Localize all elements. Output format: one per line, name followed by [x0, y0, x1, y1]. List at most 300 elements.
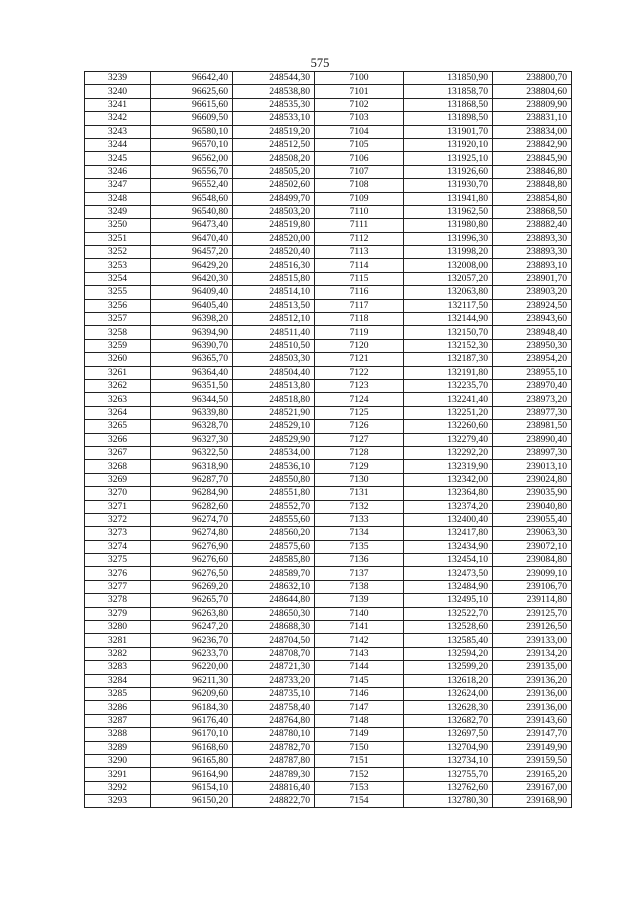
table-cell: 3247 [85, 179, 151, 192]
table-cell: 3289 [85, 741, 151, 754]
table-cell: 132624,00 [404, 687, 493, 700]
table-cell: 7150 [315, 741, 404, 754]
table-cell: 3256 [85, 299, 151, 312]
table-cell: 3255 [85, 286, 151, 299]
table-cell: 248508,20 [233, 152, 315, 165]
table-cell: 96269,20 [151, 580, 233, 593]
table-cell: 131898,50 [404, 112, 493, 125]
table-cell: 131926,60 [404, 165, 493, 178]
table-cell: 248535,30 [233, 98, 315, 111]
table-cell: 239106,70 [493, 580, 572, 593]
table-cell: 7125 [315, 406, 404, 419]
table-cell: 131930,70 [404, 179, 493, 192]
table-cell: 248512,50 [233, 138, 315, 151]
table-cell: 7132 [315, 500, 404, 513]
table-cell: 3251 [85, 232, 151, 245]
table-cell: 132528,60 [404, 621, 493, 634]
table-cell: 131962,50 [404, 205, 493, 218]
table-cell: 132599,20 [404, 661, 493, 674]
table-cell: 132762,60 [404, 781, 493, 794]
table-cell: 132150,70 [404, 326, 493, 339]
table-cell: 238842,90 [493, 138, 572, 151]
table-cell: 96570,10 [151, 138, 233, 151]
table-cell: 239072,10 [493, 540, 572, 553]
table-cell: 3261 [85, 366, 151, 379]
table-cell: 3286 [85, 701, 151, 714]
table-cell: 3259 [85, 339, 151, 352]
table-row [85, 379, 572, 392]
table-cell: 248589,70 [233, 567, 315, 580]
table-cell: 96318,90 [151, 460, 233, 473]
table-cell: 3278 [85, 594, 151, 607]
table-cell: 248505,20 [233, 165, 315, 178]
table-cell: 96457,20 [151, 246, 233, 259]
table-cell: 131998,20 [404, 246, 493, 259]
table-cell: 248503,30 [233, 353, 315, 366]
table-cell: 248764,80 [233, 714, 315, 727]
table-cell: 3248 [85, 192, 151, 205]
table-cell: 238973,20 [493, 393, 572, 406]
table-cell: 7153 [315, 781, 404, 794]
table-cell: 7143 [315, 647, 404, 660]
table-cell: 239099,10 [493, 567, 572, 580]
table-cell: 7134 [315, 527, 404, 540]
table-cell: 7130 [315, 473, 404, 486]
table-cell: 3267 [85, 446, 151, 459]
table-cell: 238903,20 [493, 286, 572, 299]
table-cell: 96556,70 [151, 165, 233, 178]
table-cell: 7120 [315, 339, 404, 352]
table-row [85, 366, 572, 379]
table-row [85, 406, 572, 419]
table-cell: 7121 [315, 353, 404, 366]
table-cell: 248503,20 [233, 205, 315, 218]
table-cell: 248544,30 [233, 72, 315, 85]
table-row [85, 580, 572, 593]
table-cell: 131925,10 [404, 152, 493, 165]
table-cell: 96211,30 [151, 674, 233, 687]
table-cell: 132618,20 [404, 674, 493, 687]
table-cell: 238800,70 [493, 72, 572, 85]
table-cell: 132628,30 [404, 701, 493, 714]
table-cell: 3291 [85, 768, 151, 781]
table-cell: 239063,30 [493, 527, 572, 540]
table-cell: 3241 [85, 98, 151, 111]
table-cell: 3279 [85, 607, 151, 620]
table-cell: 7152 [315, 768, 404, 781]
table-cell: 3276 [85, 567, 151, 580]
table-row [85, 741, 572, 754]
table-cell: 132473,50 [404, 567, 493, 580]
table-cell: 238846,80 [493, 165, 572, 178]
table-cell: 248504,40 [233, 366, 315, 379]
table-cell: 248512,10 [233, 313, 315, 326]
table-cell: 7103 [315, 112, 404, 125]
table-cell: 132594,20 [404, 647, 493, 660]
table-cell: 96473,40 [151, 219, 233, 232]
table-cell: 3253 [85, 259, 151, 272]
table-cell: 7133 [315, 513, 404, 526]
table-cell: 7139 [315, 594, 404, 607]
table-cell: 7122 [315, 366, 404, 379]
table-row [85, 272, 572, 285]
table-cell: 248518,80 [233, 393, 315, 406]
table-cell: 238943,60 [493, 313, 572, 326]
table-cell: 96284,90 [151, 487, 233, 500]
table-cell: 7116 [315, 286, 404, 299]
table-cell: 7145 [315, 674, 404, 687]
table-cell: 96282,60 [151, 500, 233, 513]
table-cell: 248511,40 [233, 326, 315, 339]
table-cell: 96170,10 [151, 728, 233, 741]
table-cell: 7117 [315, 299, 404, 312]
table-cell: 96168,60 [151, 741, 233, 754]
table-cell: 132780,30 [404, 795, 493, 808]
table-cell: 96233,70 [151, 647, 233, 660]
table-row [85, 232, 572, 245]
table-row [85, 299, 572, 312]
table-cell: 248529,90 [233, 433, 315, 446]
coordinates-table [84, 71, 572, 808]
table-row [85, 446, 572, 459]
table-cell: 239159,50 [493, 754, 572, 767]
table-cell: 239165,20 [493, 768, 572, 781]
table-cell: 3273 [85, 527, 151, 540]
table-cell: 7137 [315, 567, 404, 580]
table-cell: 132495,10 [404, 594, 493, 607]
table-cell: 96390,70 [151, 339, 233, 352]
table-cell: 3258 [85, 326, 151, 339]
table-cell: 3277 [85, 580, 151, 593]
table-cell: 238882,40 [493, 219, 572, 232]
table-row [85, 420, 572, 433]
table-cell: 131996,30 [404, 232, 493, 245]
table-cell: 239133,00 [493, 634, 572, 647]
table-cell: 248585,80 [233, 554, 315, 567]
table-cell: 131941,80 [404, 192, 493, 205]
table-row [85, 326, 572, 339]
table-cell: 132374,20 [404, 500, 493, 513]
table-row [85, 192, 572, 205]
table-cell: 96540,80 [151, 205, 233, 218]
table-cell: 238893,30 [493, 246, 572, 259]
table-cell: 7124 [315, 393, 404, 406]
table-row [85, 339, 572, 352]
table-cell: 7106 [315, 152, 404, 165]
table-cell: 132697,50 [404, 728, 493, 741]
table-cell: 3283 [85, 661, 151, 674]
table-cell: 96351,50 [151, 379, 233, 392]
table-cell: 3292 [85, 781, 151, 794]
table-cell: 248780,10 [233, 728, 315, 741]
table-row [85, 286, 572, 299]
table-row [85, 246, 572, 259]
table-cell: 132484,90 [404, 580, 493, 593]
table-row [85, 687, 572, 700]
table-cell: 7151 [315, 754, 404, 767]
table-cell: 3266 [85, 433, 151, 446]
table-cell: 248502,60 [233, 179, 315, 192]
table-cell: 248519,20 [233, 125, 315, 138]
table-cell: 238924,50 [493, 299, 572, 312]
table-cell: 96287,70 [151, 473, 233, 486]
table-cell: 248733,20 [233, 674, 315, 687]
table-cell: 248551,80 [233, 487, 315, 500]
table-cell: 132454,10 [404, 554, 493, 567]
table-cell: 132117,50 [404, 299, 493, 312]
table-cell: 96274,70 [151, 513, 233, 526]
table-cell: 7102 [315, 98, 404, 111]
table-cell: 3245 [85, 152, 151, 165]
table-cell: 248688,30 [233, 621, 315, 634]
table-cell: 248644,80 [233, 594, 315, 607]
table-cell: 248514,10 [233, 286, 315, 299]
table-cell: 132008,00 [404, 259, 493, 272]
table-cell: 3252 [85, 246, 151, 259]
table-cell: 248515,80 [233, 272, 315, 285]
table-cell: 248787,80 [233, 754, 315, 767]
table-cell: 239136,00 [493, 701, 572, 714]
table-cell: 132522,70 [404, 607, 493, 620]
table-cell: 248533,10 [233, 112, 315, 125]
table-cell: 238950,30 [493, 339, 572, 352]
table-cell: 7136 [315, 554, 404, 567]
table-row [85, 165, 572, 178]
table-cell: 239167,00 [493, 781, 572, 794]
table-cell: 132292,20 [404, 446, 493, 459]
table-cell: 239024,80 [493, 473, 572, 486]
table-cell: 96625,60 [151, 85, 233, 98]
table-cell: 7141 [315, 621, 404, 634]
table-cell: 96209,60 [151, 687, 233, 700]
table-row [85, 353, 572, 366]
table-cell: 239013,10 [493, 460, 572, 473]
table-row [85, 138, 572, 151]
table-cell: 132682,70 [404, 714, 493, 727]
table-cell: 239035,90 [493, 487, 572, 500]
table-cell: 132364,80 [404, 487, 493, 500]
table-cell: 239149,90 [493, 741, 572, 754]
table-cell: 238955,10 [493, 366, 572, 379]
table-cell: 238948,40 [493, 326, 572, 339]
table-cell: 3262 [85, 379, 151, 392]
table-row [85, 554, 572, 567]
table-cell: 96328,70 [151, 420, 233, 433]
table-cell: 3265 [85, 420, 151, 433]
table-cell: 248822,70 [233, 795, 315, 808]
table-cell: 3257 [85, 313, 151, 326]
table-cell: 3288 [85, 728, 151, 741]
table-cell: 248555,60 [233, 513, 315, 526]
table-cell: 96409,40 [151, 286, 233, 299]
table-cell: 3272 [85, 513, 151, 526]
table-cell: 132251,20 [404, 406, 493, 419]
table-row [85, 634, 572, 647]
table-cell: 248782,70 [233, 741, 315, 754]
table-cell: 239147,70 [493, 728, 572, 741]
table-cell: 96470,40 [151, 232, 233, 245]
table-cell: 96405,40 [151, 299, 233, 312]
table-cell: 7123 [315, 379, 404, 392]
table-cell: 7105 [315, 138, 404, 151]
table-row [85, 567, 572, 580]
table-cell: 248704,50 [233, 634, 315, 647]
table-cell: 132704,90 [404, 741, 493, 754]
table-cell: 7138 [315, 580, 404, 593]
table-cell: 7129 [315, 460, 404, 473]
table-cell: 3270 [85, 487, 151, 500]
table-cell: 7101 [315, 85, 404, 98]
table-cell: 96220,00 [151, 661, 233, 674]
table-cell: 248513,50 [233, 299, 315, 312]
table-cell: 96236,70 [151, 634, 233, 647]
table-cell: 238868,50 [493, 205, 572, 218]
table-cell: 96274,80 [151, 527, 233, 540]
table-cell: 96394,90 [151, 326, 233, 339]
table-cell: 96154,10 [151, 781, 233, 794]
table-cell: 96184,30 [151, 701, 233, 714]
table-cell: 96580,10 [151, 125, 233, 138]
table-cell: 248552,70 [233, 500, 315, 513]
table-cell: 7119 [315, 326, 404, 339]
table-cell: 248510,50 [233, 339, 315, 352]
table-cell: 96562,00 [151, 152, 233, 165]
table-cell: 3282 [85, 647, 151, 660]
table-row [85, 768, 572, 781]
table-cell: 96364,40 [151, 366, 233, 379]
table-cell: 7110 [315, 205, 404, 218]
table-cell: 248529,10 [233, 420, 315, 433]
table-cell: 238845,90 [493, 152, 572, 165]
table-row [85, 125, 572, 138]
table-row [85, 433, 572, 446]
table-cell: 132734,10 [404, 754, 493, 767]
table-cell: 3263 [85, 393, 151, 406]
table-cell: 131858,70 [404, 85, 493, 98]
table-cell: 238997,30 [493, 446, 572, 459]
table-cell: 3268 [85, 460, 151, 473]
table-cell: 96263,80 [151, 607, 233, 620]
table-cell: 239135,00 [493, 661, 572, 674]
table-cell: 248521,90 [233, 406, 315, 419]
table-cell: 7142 [315, 634, 404, 647]
table-cell: 7149 [315, 728, 404, 741]
table-cell: 3243 [85, 125, 151, 138]
table-cell: 3293 [85, 795, 151, 808]
table-cell: 248735,10 [233, 687, 315, 700]
table-cell: 248519,80 [233, 219, 315, 232]
table-cell: 238981,50 [493, 420, 572, 433]
table-cell: 239168,90 [493, 795, 572, 808]
table-cell: 7144 [315, 661, 404, 674]
table-cell: 96150,20 [151, 795, 233, 808]
table-row [85, 259, 572, 272]
table-cell: 248575,60 [233, 540, 315, 553]
table-cell: 248516,30 [233, 259, 315, 272]
table-cell: 96344,50 [151, 393, 233, 406]
table-cell: 96165,80 [151, 754, 233, 767]
table-cell: 248538,80 [233, 85, 315, 98]
table-cell: 248632,10 [233, 580, 315, 593]
table-cell: 132319,90 [404, 460, 493, 473]
table-row [85, 98, 572, 111]
table-cell: 3246 [85, 165, 151, 178]
table-row [85, 179, 572, 192]
table-cell: 3275 [85, 554, 151, 567]
table-cell: 239126,50 [493, 621, 572, 634]
table-cell: 248550,80 [233, 473, 315, 486]
table-cell: 7107 [315, 165, 404, 178]
table-row [85, 647, 572, 660]
table-cell: 248534,00 [233, 446, 315, 459]
table-cell: 132241,40 [404, 393, 493, 406]
table-row [85, 112, 572, 125]
table-cell: 7131 [315, 487, 404, 500]
table-cell: 96276,50 [151, 567, 233, 580]
table-cell: 238970,40 [493, 379, 572, 392]
table-cell: 248560,20 [233, 527, 315, 540]
table-cell: 238954,20 [493, 353, 572, 366]
table-row [85, 754, 572, 767]
table-cell: 238990,40 [493, 433, 572, 446]
table-cell: 248758,40 [233, 701, 315, 714]
table-cell: 3271 [85, 500, 151, 513]
table-cell: 3239 [85, 72, 151, 85]
table-cell: 7140 [315, 607, 404, 620]
table-cell: 3250 [85, 219, 151, 232]
table-cell: 238809,90 [493, 98, 572, 111]
table-row [85, 513, 572, 526]
table-cell: 96609,50 [151, 112, 233, 125]
table-cell: 239136,00 [493, 687, 572, 700]
table-cell: 132191,80 [404, 366, 493, 379]
table-row [85, 527, 572, 540]
table-cell: 239084,80 [493, 554, 572, 567]
table-cell: 3269 [85, 473, 151, 486]
table-cell: 7108 [315, 179, 404, 192]
table-cell: 7100 [315, 72, 404, 85]
table-cell: 132057,20 [404, 272, 493, 285]
table-cell: 239136,20 [493, 674, 572, 687]
table-cell: 238831,10 [493, 112, 572, 125]
table-row [85, 487, 572, 500]
table-cell: 248499,70 [233, 192, 315, 205]
table-cell: 239114,80 [493, 594, 572, 607]
table-cell: 3264 [85, 406, 151, 419]
table-cell: 132187,30 [404, 353, 493, 366]
table-cell: 248650,30 [233, 607, 315, 620]
table-cell: 7154 [315, 795, 404, 808]
table-cell: 248816,40 [233, 781, 315, 794]
table-row [85, 473, 572, 486]
table-cell: 7146 [315, 687, 404, 700]
table-row [85, 728, 572, 741]
table-cell: 131850,90 [404, 72, 493, 85]
table-row [85, 781, 572, 794]
table-cell: 96552,40 [151, 179, 233, 192]
table-cell: 239143,60 [493, 714, 572, 727]
table-cell: 96176,40 [151, 714, 233, 727]
table-cell: 248789,30 [233, 768, 315, 781]
table-cell: 131901,70 [404, 125, 493, 138]
table-cell: 3240 [85, 85, 151, 98]
table-row [85, 85, 572, 98]
table-cell: 132755,70 [404, 768, 493, 781]
table-row [85, 701, 572, 714]
table-cell: 248536,10 [233, 460, 315, 473]
table-row [85, 313, 572, 326]
table-cell: 3274 [85, 540, 151, 553]
